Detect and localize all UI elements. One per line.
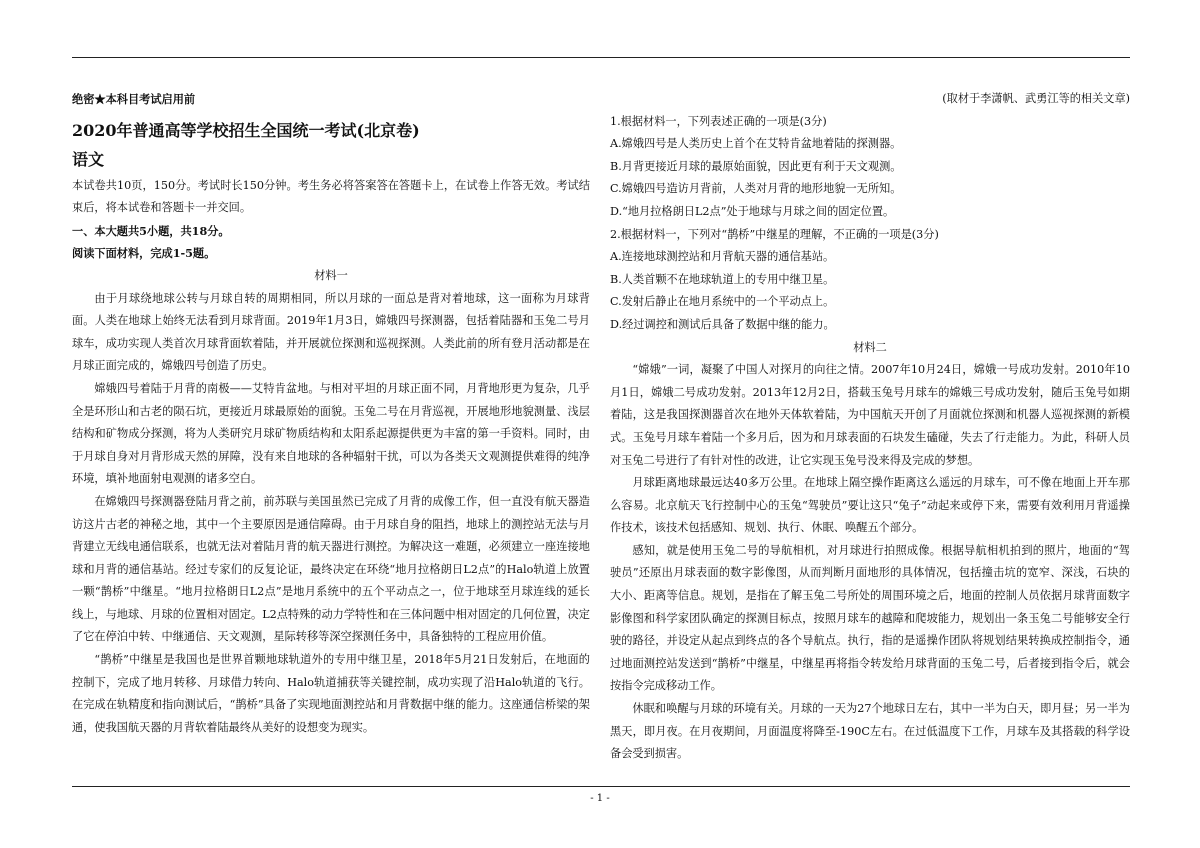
- question-1: 1.根据材料一，下列表述正确的一项是(3分): [610, 114, 827, 128]
- option-1a: A.嫦娥四号是人类历史上首个在艾特肯盆地着陆的探测器。: [610, 137, 902, 151]
- option-2b: B.人类首颗不在地球轨道上的专用中继卫星。: [610, 272, 835, 286]
- material1-title: 材料一: [314, 268, 348, 282]
- left-column: [72, 88, 590, 739]
- exam-title: 2020年普通高等学校招生全国统一考试(北京卷): [72, 120, 420, 140]
- section1-instruction: 阅读下面材料，完成1-5题。: [72, 246, 216, 261]
- paragraph: 嫦娥四号着陆于月背的南极——艾特肯盆地。与相对平坦的月球正面不同，月背地形更为复杂，几乎全是环形山和古老的陨石坑，更接近月球最原始的面貌。玉兔二号在月背巡视，开展地形地貌测量、浅层结构和矿物成分探测，将为人类研究月球矿物质结构和太阳系起源提供更为丰富的第一手资料。同时，由于月球自身对月背形成天然的屏障，没有来自地球的各种辐射干扰，可以为各类天文观测提供难得的纯净环境，填补地面射电观测的诸多空白。: [72, 381, 590, 486]
- option-1c: C.嫦娥四号造访月背前，人类对月背的地形地貌一无所知。: [610, 182, 902, 196]
- paragraph: 由于月球绕地球公转与月球自转的周期相同，所以月球的一面总是背对着地球，这一面称为月球背面。人类在地球上始终无法看到月球背面。2019年1月3日，嫦娥四号探测器，包括着陆器和玉兔二号月球车，成功实现人类首次月球背面软着陆，并开展就位探测和巡视探测。人类此前的所有登月活动都是在月球正面完成的，嫦娥四号创造了历史。: [72, 291, 590, 373]
- exam-intro: 本试卷共10页，150分。考试时长150分钟。考生务必将答案答在答题卡上，在试卷上作答无效。考试结束后，将本试卷和答题卡一并交回。: [72, 178, 590, 215]
- bottom-rule: [72, 786, 1130, 787]
- paragraph: “鹊桥”中继星是我国也是世界首颗地球轨道外的专用中继卫星，2018年5月21日发射后，在地面的控制下，完成了地月转移、月球借力转向、Halo轨道捕获等关键控制，成功实现了沿Halo轨道的飞行。在完成在轨精度和指向测试后，“鹊桥”具备了实现地面测控站和月背数据中继的能力。这座通信桥梁的架通，使我国航天器的月背软着陆最终从美好的设想变为现实。: [72, 653, 590, 734]
- paragraph: 感知，就是使用玉兔二号的导航相机，对月球进行拍照成像。根据导航相机拍到的照片，地面的“驾驶员”还原出月球表面的数字影像图，从而判断月面地形的具体情况，包括撞击坑的宽窄、深浅，石块的大小、距离等信息。规划，是指在了解玉兔二号所处的周围环境之后，地面的控制人员依据月球背面数字影像图和科学家团队确定的探测目标点，按照月球车的越障和爬坡能力，规划出一条玉兔二号能够安全行驶的路径，并设定从起点到终点的各个导航点。执行，指的是遥操作团队将规划结果转换成控制指令，通过地面测控站发送到“鹊桥”中继星，中继星再将指令转发给月球背面的玉兔二号，后者接到指令后，就会按指令完成移动工作。: [610, 543, 1130, 693]
- question-2: 2.根据材料一，下列对“鹊桥”中继星的理解，不正确的一项是(3分): [610, 227, 939, 241]
- secret-label: 绝密★本科目考试启用前: [72, 92, 196, 106]
- right-column: [610, 88, 1130, 766]
- paragraph: 休眠和唤醒与月球的环境有关。月球的一天为27个地球日左右，其中一半为白天，即月昼；另一半为黑天，即月夜。在月夜期间，月面温度将降至-190C左右。在过低温度下工作，月球车及其搭载的科学设备会受到损害。: [610, 702, 1130, 761]
- source-citation: (取材于李潇帆、武勇江等的相关文章): [942, 92, 1130, 105]
- subject-title: 语文: [72, 149, 105, 169]
- paragraph: 月球距离地球最远达40多万公里。在地球上隔空操作距离这么遥远的月球车，可不像在地面上开车那么容易。北京航天飞行控制中心的玉兔“驾驶员”要让这只“兔子”动起来或停下来，需要有效利用月背遥操作技术，该技术包括感知、规划、执行、休眠、唤醒五个部分。: [610, 476, 1130, 535]
- top-rule: [72, 57, 1130, 58]
- paragraph: 在嫦娥四号探测器登陆月背之前，前苏联与美国虽然已完成了月背的成像工作，但一直没有航天器造访这片古老的神秘之地，其中一个主要原因是通信障碍。由于月球自身的阻挡，地球上的测控站无法与月背建立无线电通信联系，也就无法对着陆月背的航天器进行测控。为解决这一难题，必须建立一座连接地球和月背的通信基站。经过专家们的反复论证，最终决定在环绕“地月拉格朗日L2点”的Halo轨道上放置一颗“鹊桥”中继星。“地月拉格朗日L2点”是地月系统中的五个平动点之一，位于地球至月球连线的延长线上，与地球、月球的位置相对固定。L2点特殊的动力学特性和在三体问题中相对固定的几何位置，决定了它在停泊中转、中继通信、天文观测，星际转移等深空探测任务中，具备独特的工程应用价值。: [72, 494, 590, 644]
- option-1b: B.月背更接近月球的最原始面貌，因此更有利于天文观测。: [610, 159, 902, 173]
- option-2a: A.连接地球测控站和月背航天器的通信基站。: [610, 250, 835, 264]
- paragraph: “嫦娥”一词，凝聚了中国人对探月的向往之情。2007年10月24日，嫦娥一号成功发射。2010年10月1日，嫦娥二号成功发射。2013年12月2日，搭载玉兔号月球车的嫦娥三号成功发射，随后玉兔号如期着陆，这是我国探测器首次在地外天体软着陆，为中国航天开创了月面就位探测和机器人巡视探测的新模式。玉兔号月球车着陆一个多月后，因为和月球表面的石块发生磕碰，失去了行走能力。为此，科研人员对玉兔二号进行了有针对性的改进，让它实现玉兔号没来得及完成的梦想。: [610, 363, 1130, 467]
- option-2c: C.发射后静止在地月系统中的一个平动点上。: [610, 295, 835, 309]
- option-1d: D.“地月拉格朗日L2点”处于地球与月球之间的固定位置。: [610, 204, 895, 218]
- page-number: - 1 -: [590, 793, 610, 804]
- option-2d: D.经过调控和测试后具备了数据中继的能力。: [610, 317, 835, 331]
- material2-title: 材料二: [853, 340, 887, 354]
- section1-title: 一、本大题共5小题，共18分。: [72, 223, 230, 238]
